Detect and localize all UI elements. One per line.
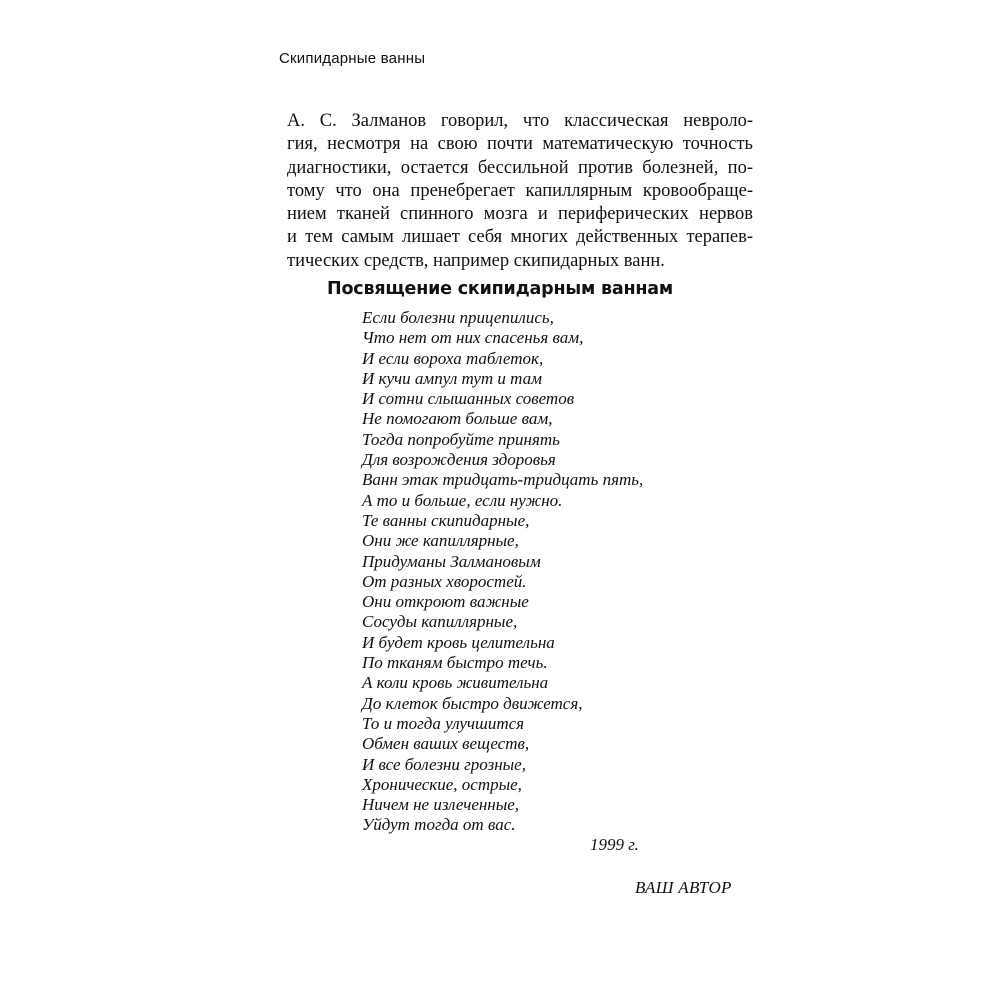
poem-line: По тканям быстро течь. — [362, 653, 548, 673]
running-header: Скипидарные ванны — [279, 50, 426, 67]
poem-line: Ничем не излеченные, — [362, 795, 520, 815]
poem-line: А коли кровь живительна — [362, 673, 549, 693]
poem-line: Обмен ваших веществ, — [362, 734, 530, 754]
poem-line: Ванн этак тридцать-тридцать пять, — [362, 470, 644, 490]
intro-line: нием тканей спинного мозга и периферических нервов — [287, 204, 753, 225]
poem-title: Посвящение скипидарным ваннам — [327, 279, 673, 299]
poem-line: Они же капиллярные, — [362, 531, 519, 551]
poem-line: Тогда попробуйте принять — [362, 429, 560, 449]
poem-line: Те ванны скипидарные, — [362, 510, 530, 530]
intro-line: тому что она пренебрегает капиллярным кровообраще- — [287, 180, 753, 201]
poem-line: И все болезни грозные, — [362, 754, 526, 774]
poem-line: И сотни слышанных советов — [362, 389, 575, 409]
poem-line: То и тогда улучшится — [362, 713, 525, 733]
poem-line: Уйдут тогда от вас. — [362, 815, 516, 835]
poem-line: Хронические, острые, — [362, 774, 522, 794]
poem-line: И кучи ампул тут и там — [362, 368, 542, 388]
intro-paragraph — [287, 110, 753, 273]
poem-line: Они откроют важные — [362, 592, 529, 612]
poem-line: Для возрождения здоровья — [362, 450, 556, 470]
intro-line: А. С. Залманов говорил, что классическая невроло- — [287, 111, 753, 131]
poem-line: Не помогают больше вам, — [362, 409, 553, 429]
poem-line: Сосуды капиллярные, — [362, 612, 518, 632]
intro-line: тических средств, например скипидарных ванн. — [287, 250, 665, 271]
poem-line: Если болезни прицепились, — [362, 308, 554, 327]
poem-line: И будет кровь целительна — [362, 632, 555, 652]
author-signature: ВАШ АВТОР — [635, 878, 732, 897]
poem-date: 1999 г. — [590, 835, 639, 854]
poem-line: Что нет от них спасенья вам, — [362, 328, 584, 348]
intro-line: и тем самым лишает себя многих действенных терапев- — [287, 227, 753, 248]
poem-line: До клеток быстро движется, — [362, 693, 583, 713]
poem-line: Придуманы Залмановым — [362, 551, 541, 571]
poem-line: И если вороха таблеток, — [362, 348, 544, 368]
poem-line: От разных хворостей. — [362, 571, 527, 591]
poem-body — [362, 308, 643, 836]
intro-line: гия, несмотря на свою почти математическую точность — [287, 134, 753, 155]
poem-line: А то и больше, если нужно. — [362, 490, 563, 510]
intro-line: диагностики, остается бессильной против болезней, по- — [287, 157, 753, 178]
